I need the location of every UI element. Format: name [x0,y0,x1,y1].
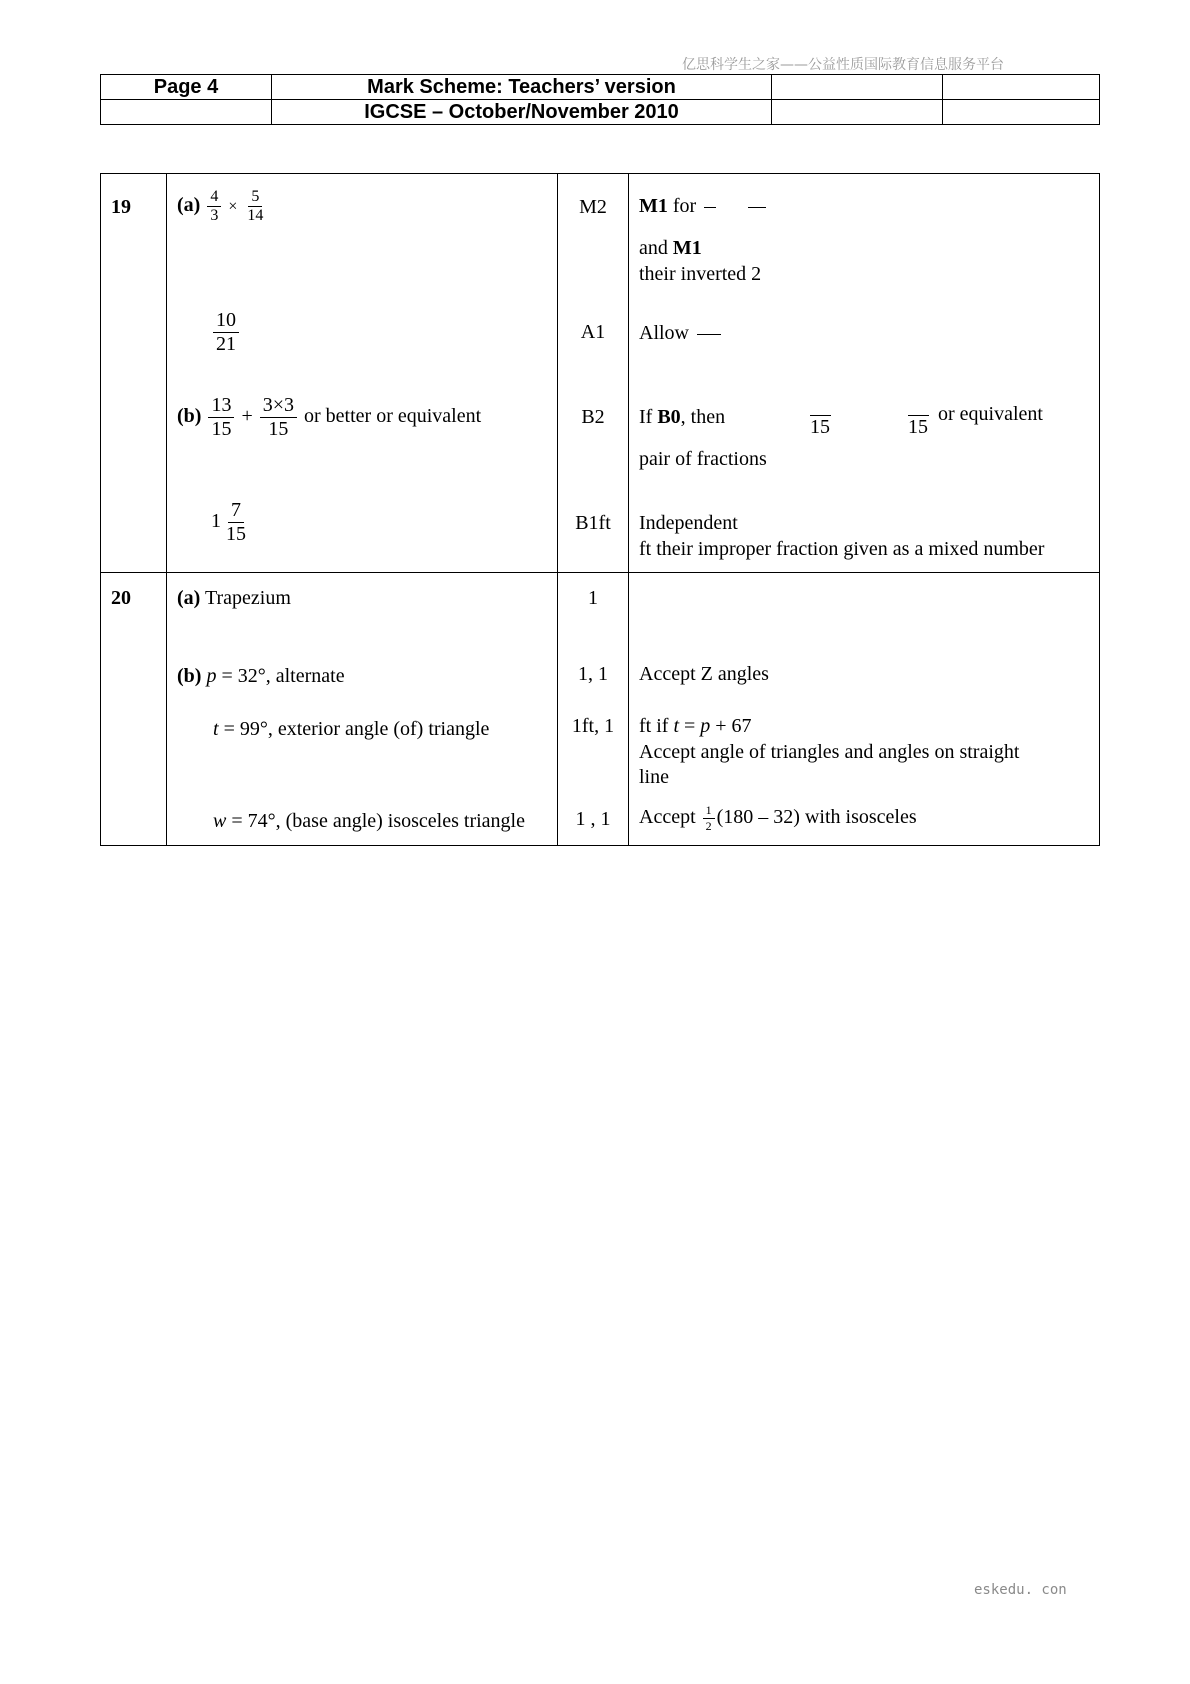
mark: B1ft [575,512,611,534]
mark: B2 [581,406,605,428]
header-empty-cell [943,100,1100,125]
fraction: $\frac{3\times 3}{15}$ [260,394,297,441]
mark: A1 [580,321,606,343]
header-empty-cell [772,75,943,100]
fraction: $\frac{7}{15}$ [226,499,246,545]
page-number: Page 4 [101,75,272,100]
fraction: 15 [905,392,931,439]
header-empty-cell [943,75,1100,100]
question-number: 19 [111,196,131,218]
footer-text: eskedu. con [974,1582,1067,1598]
header-empty-cell [101,100,272,125]
exam-session: IGCSE – October/November 2010 [272,100,772,125]
mark-cell [558,174,628,572]
fraction: $\frac{4}{3}$ [207,188,221,225]
comment-cell: Accept Z angles ft if t = p + 67 Accept angle of triangles and angles on straight line Accept $\frac{1}{2}$ (180 – 32) with isosceles [639,663,1020,833]
question-row-19 [101,174,1100,573]
part-label: (b) [177,665,202,687]
part-label: (a) [177,194,201,217]
fraction: $\frac{10}{21}$ [213,309,239,356]
comment-cell: M1 for and M1 their inverted 2 Allow If B0, then 15 15 or equivalent pair of fractions Independent ft their improper fraction given as a mixed number [639,195,1045,560]
fraction: $\frac{5}{14}$ [247,188,264,224]
mark: 1 , 1 [575,808,611,830]
question-row-20 [101,573,1100,846]
header-empty-cell [772,100,943,125]
part-label: (a) [177,587,201,609]
page-header [100,74,1100,125]
fraction: 15 [807,392,833,439]
part-label: (b) [177,405,202,428]
mark: M2 [579,196,607,218]
watermark: 亿思科学生之家——公益性质国际教育信息服务平台 [682,57,1004,73]
question-number: 20 [111,587,131,609]
mark-cell [558,573,628,845]
mark: 1ft, 1 [571,715,615,737]
document-title: Mark Scheme: Teachers’ version [272,75,772,100]
mark: 1 [588,587,598,609]
answer-cell: (a) Trapezium (b) p = 32°, alternate t = 99°, exterior angle (of) triangle w = 74°, (base angle) isosceles triangle [177,587,525,832]
fraction: $\frac{1}{2}$ [703,803,715,834]
answer-cell: (a) $\frac{4}{3}$ × $\frac{5}{14}$ $\frac{10}{21}$ (b) $\frac{13}{15}$ + $\frac{3\times 3}{15}$ or better or equivalent 1 $\frac{7}{15}$ [177,188,482,545]
mark: 1, 1 [578,663,608,685]
fraction: $\frac{13}{15}$ [208,394,234,441]
mark-scheme-table [100,173,1100,846]
